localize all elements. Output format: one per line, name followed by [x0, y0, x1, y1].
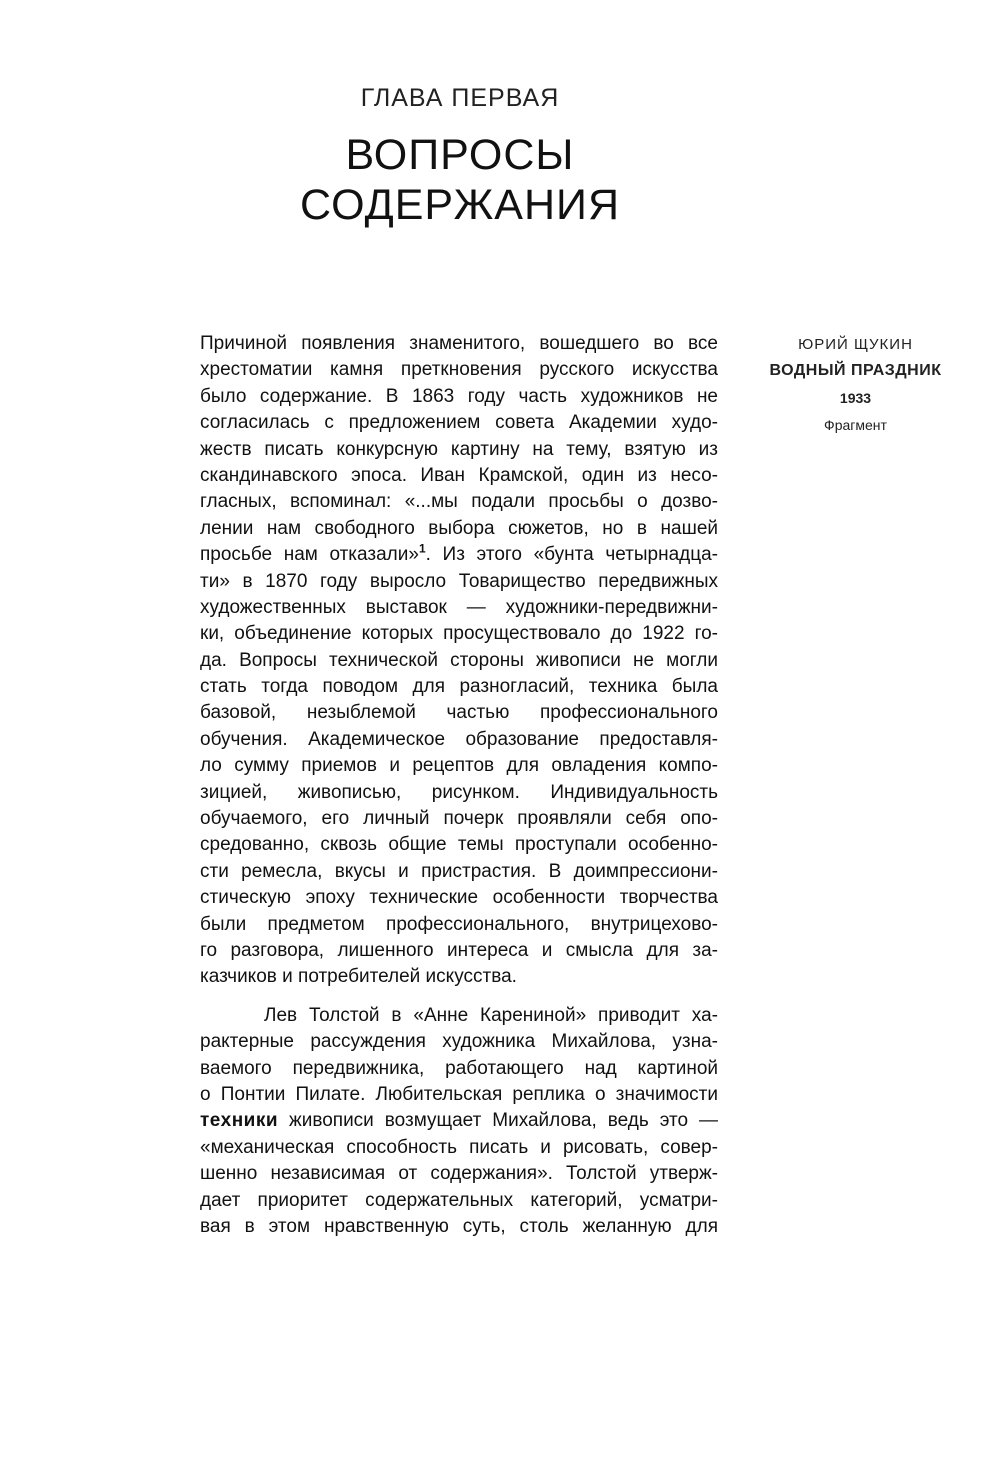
text-line — [200, 1108, 718, 1134]
paragraph — [200, 1003, 718, 1241]
text-line: вая в этом нравственную суть, столь желанную для — [200, 1215, 718, 1237]
text-line: сти ремесла, вкусы и пристрастия. В доимпрессиони- — [200, 860, 718, 882]
text-line: ваемого передвижника, работающего над картиной — [200, 1057, 718, 1079]
emphasis-word: техники — [200, 1110, 279, 1132]
text-line: стическую эпоху технические особенности творчества — [200, 887, 718, 909]
text-line: го разговора, лишенного интереса и смысла для за- — [200, 939, 718, 961]
text-line: Причиной появления знаменитого, вошедшего во все — [200, 333, 718, 354]
chapter-title: ВОПРОСЫ СОДЕРЖАНИЯ — [299, 131, 620, 229]
text-line: ло сумму приемов и рецептов для овладения компо- — [200, 755, 718, 777]
text-line: жеств писать конкурсную картину на тему, взятую из — [200, 438, 718, 460]
footnote-marker[interactable]: 1 — [418, 541, 426, 556]
text-line: да. Вопросы технической стороны живописи не могли — [200, 649, 718, 671]
text-line: казчиков и потребителей искусства. — [200, 966, 517, 988]
text-segment: . Из этого «бунта четырнадца- — [425, 544, 718, 566]
text-line: Лев Толстой в «Анне Карениной» приводит ха- — [264, 1004, 718, 1026]
text-line: шенно независимая от содержания». Толстой утверж- — [200, 1163, 718, 1185]
text-line: зицией, живописью, рисунком. Индивидуальность — [200, 781, 718, 803]
text-line: хрестоматии камня преткновения русского искусства — [200, 359, 718, 381]
text-line — [200, 542, 718, 568]
text-line: ки, объединение которых просуществовало до 1922 го- — [200, 623, 718, 645]
text-line: скандинавского эпоса. Иван Крамской, один из несо- — [200, 464, 718, 486]
body-text — [200, 331, 718, 1240]
text-line: о Понтии Пилате. Любительская реплика о значимости — [200, 1083, 718, 1105]
caption-year: 1933 — [839, 390, 872, 406]
text-line: «механическая способность писать и рисовать, совер- — [200, 1136, 718, 1158]
text-line: лении нам свободного выбора сюжетов, но в нашей — [200, 517, 718, 539]
text-line: средованно, сквозь общие темы проступали особенно- — [200, 834, 718, 856]
text-line: рактерные рассуждения художника Михайлова, узна- — [200, 1031, 718, 1053]
text-line: обучения. Академическое образование предоставля- — [200, 728, 718, 750]
text-segment: просьбе нам отказали» — [200, 544, 419, 566]
text-line: было содержание. В 1863 году часть художников не — [200, 385, 718, 407]
text-line: ти» в 1870 году выросло Товарищество передвижных — [200, 570, 718, 592]
chapter-label: ГЛАВА ПЕРВАЯ — [360, 84, 560, 112]
image-caption — [758, 332, 953, 438]
paragraph — [200, 331, 718, 991]
text-line: базовой, незыблемой частью профессионального — [200, 702, 718, 724]
text-line: были предметом профессионального, внутрицехово- — [200, 913, 718, 935]
text-line: стать тогда поводом для разногласий, техника была — [200, 676, 718, 698]
paragraph-gap — [200, 991, 718, 1003]
text-line: обучаемого, его личный почерк проявляли себя опо- — [200, 808, 718, 830]
text-line: согласилась с предложением совета Академии худо- — [200, 412, 718, 434]
text-line: гласных, вспоминал: «...мы подали просьбы о дозво- — [200, 491, 718, 513]
caption-note: Фрагмент — [824, 417, 887, 433]
text-line: художественных выставок — художники-передвижни- — [200, 596, 718, 618]
caption-work-title: ВОДНЫЙ ПРАЗДНИК — [769, 362, 942, 379]
text-segment: живописи возмущает Михайлова, ведь это — — [278, 1110, 718, 1132]
text-line: дает приоритет содержательных категорий, усматри- — [200, 1189, 718, 1211]
caption-author: ЮРИЙ ЩУКИН — [798, 336, 913, 353]
